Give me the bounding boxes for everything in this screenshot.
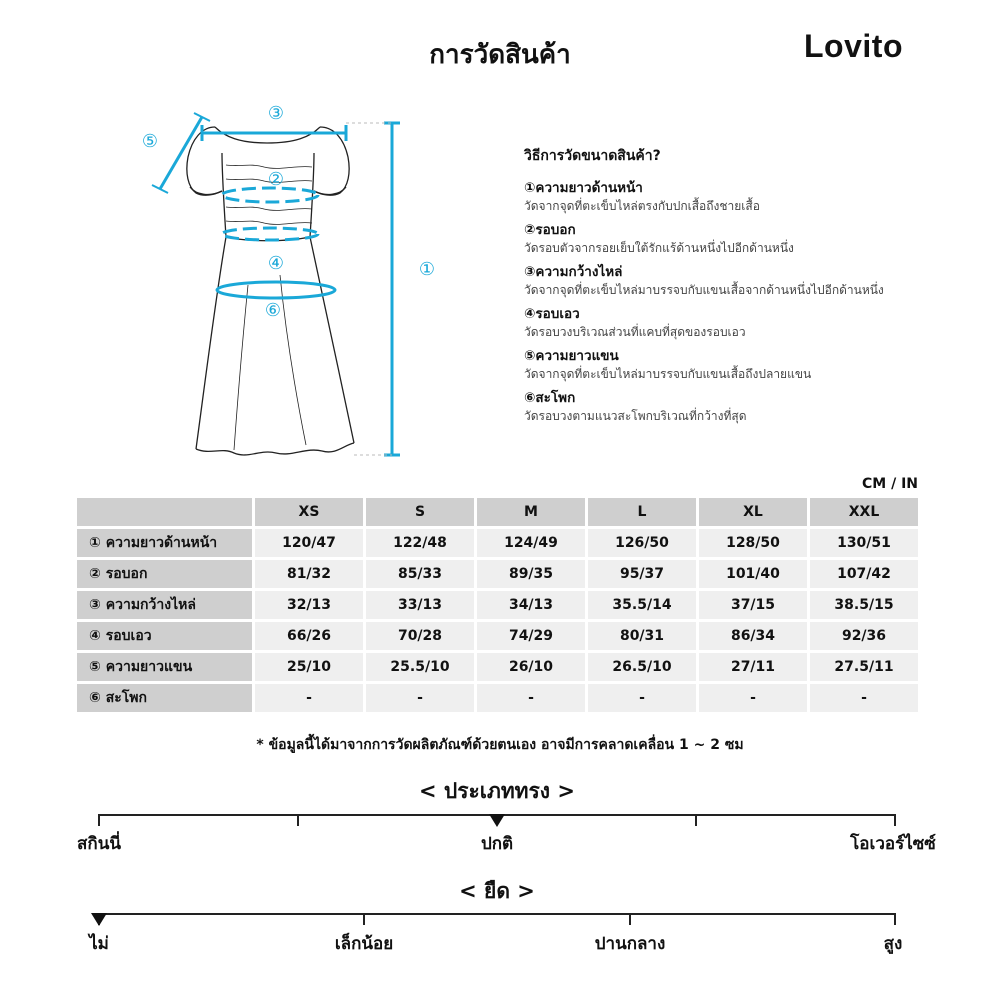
table-cell: 38.5/15 [810,591,918,619]
table-cell: 27.5/11 [810,653,918,681]
table-cell: 34/13 [477,591,585,619]
table-row [77,591,918,619]
marker-sleeve: ⑤ [141,131,159,152]
guide-item-name: ①ความยาวด้านหน้า [524,180,643,196]
stretch-label: สูง [883,934,903,954]
table-row [77,653,918,681]
table-cell: 128/50 [699,529,807,557]
table-cell: 95/37 [588,560,696,588]
guide-item-desc: วัดจากจุดที่ตะเข็บไหล่ตรงกับปกเสื้อถึงชายเสื้อ [524,199,760,213]
table-cell: 86/34 [699,622,807,650]
measurement-note: * ข้อมูลนี้ได้มาจากการวัดผลิตภัณฑ์ด้วยตนเอง อาจมีการคลาดเคลื่อน 1 ~ 2 ซม [256,737,744,753]
table-cell: - [477,684,585,712]
marker-front-length: ① [418,259,436,280]
table-cell: 85/33 [366,560,474,588]
fit-label: ปกติ [480,834,514,854]
fit-scale-title: < ประเภททรง > [419,779,575,803]
row-header: ② รอบอก [77,560,252,588]
page-title: การวัดสินค้า [429,40,571,70]
table-cell: 25.5/10 [366,653,474,681]
table-cell: 120/47 [255,529,363,557]
table-row [77,622,918,650]
table-cell: 89/35 [477,560,585,588]
column-header: XS [255,498,363,526]
table-cell: 107/42 [810,560,918,588]
guide-item [524,347,944,383]
table-cell: 74/29 [477,622,585,650]
fit-scale-tick [894,814,896,826]
marker-bust: ② [267,169,285,190]
table-cell: - [366,684,474,712]
size-chart-table [74,495,921,715]
guide-item [524,305,944,341]
column-header: XL [699,498,807,526]
guide-item-desc: วัดรอบวงตามแนวสะโพกบริเวณที่กว้างที่สุด [524,409,747,423]
guide-item [524,221,944,257]
fit-selected-marker-icon [489,814,505,827]
unit-label: CM / IN [862,476,918,492]
table-cell: 130/51 [810,529,918,557]
dress-measurement-figure [130,95,450,465]
table-cell: 26.5/10 [588,653,696,681]
table-cell: 126/50 [588,529,696,557]
stretch-label: ปานกลาง [594,934,666,954]
fit-label: โอเวอร์ไซซ์ [850,834,936,854]
table-cell: 37/15 [699,591,807,619]
guide-item [524,263,944,299]
guide-item-desc: วัดจากจุดที่ตะเข็บไหล่มาบรรจบกับแขนเสื้อถึงปลายแขน [524,367,812,381]
table-cell: 80/31 [588,622,696,650]
fit-scale-tick [695,814,697,826]
table-cell: - [588,684,696,712]
guide-item [524,179,944,215]
guide-item-desc: วัดรอบวงบริเวณส่วนที่แคบที่สุดของรอบเอว [524,325,746,339]
fit-scale-tick [98,814,100,826]
table-row [77,560,918,588]
row-header: ⑥ สะโพก [77,684,252,712]
table-cell: 101/40 [699,560,807,588]
row-header: ③ ความกว้างไหล่ [77,591,252,619]
guide-item-desc: วัดรอบตัวจากรอยเย็บใต้รักแร้ด้านหนึ่งไปอีกด้านหนึ่ง [524,241,794,255]
guide-item-desc: วัดจากจุดที่ตะเข็บไหล่มาบรรจบกับแขนเสื้อจากด้านหนึ่งไปอีกด้านหนึ่ง [524,283,884,297]
row-header: ④ รอบเอว [77,622,252,650]
guide-item-name: ③ความกว้างไหล่ [524,264,623,280]
table-cell: 81/32 [255,560,363,588]
stretch-selected-marker-icon [91,913,107,926]
row-header: ① ความยาวด้านหน้า [77,529,252,557]
table-cell: - [810,684,918,712]
table-cell: - [699,684,807,712]
guide-heading: วิธีการวัดขนาดสินค้า? [524,148,661,164]
stretch-scale-line [99,913,896,915]
table-cell: 66/26 [255,622,363,650]
fit-label: สกินนี่ [77,834,121,854]
column-header: M [477,498,585,526]
stretch-scale-title: < ยืด > [459,879,535,903]
table-row [77,529,918,557]
guide-item-name: ⑤ความยาวแขน [524,348,619,364]
table-cell: 124/49 [477,529,585,557]
marker-hips: ⑥ [264,300,282,321]
fit-scale-tick [297,814,299,826]
column-header: L [588,498,696,526]
table-cell: 70/28 [366,622,474,650]
stretch-scale-tick [363,913,365,925]
column-header: S [366,498,474,526]
row-header: ⑤ ความยาวแขน [77,653,252,681]
table-header-row [77,498,918,526]
guide-item-name: ⑥สะโพก [524,390,576,406]
marker-waist: ④ [267,253,285,274]
table-cell: 32/13 [255,591,363,619]
table-cell: 27/11 [699,653,807,681]
table-cell: - [255,684,363,712]
table-cell: 33/13 [366,591,474,619]
stretch-label: เล็กน้อย [334,934,394,954]
table-cell: 25/10 [255,653,363,681]
guide-item-name: ④รอบเอว [524,306,580,322]
stretch-scale-tick [629,913,631,925]
guide-item [524,389,944,425]
table-corner-cell [77,498,252,526]
table-cell: 35.5/14 [588,591,696,619]
table-cell: 122/48 [366,529,474,557]
table-cell: 92/36 [810,622,918,650]
column-header: XXL [810,498,918,526]
stretch-label: ไม่ [89,934,109,954]
guide-item-name: ②รอบอก [524,222,576,238]
marker-shoulder: ③ [267,103,285,124]
brand-logo: Lovito [804,28,903,64]
table-row [77,684,918,712]
measurement-guide [524,145,944,431]
table-cell: 26/10 [477,653,585,681]
stretch-scale-tick [894,913,896,925]
